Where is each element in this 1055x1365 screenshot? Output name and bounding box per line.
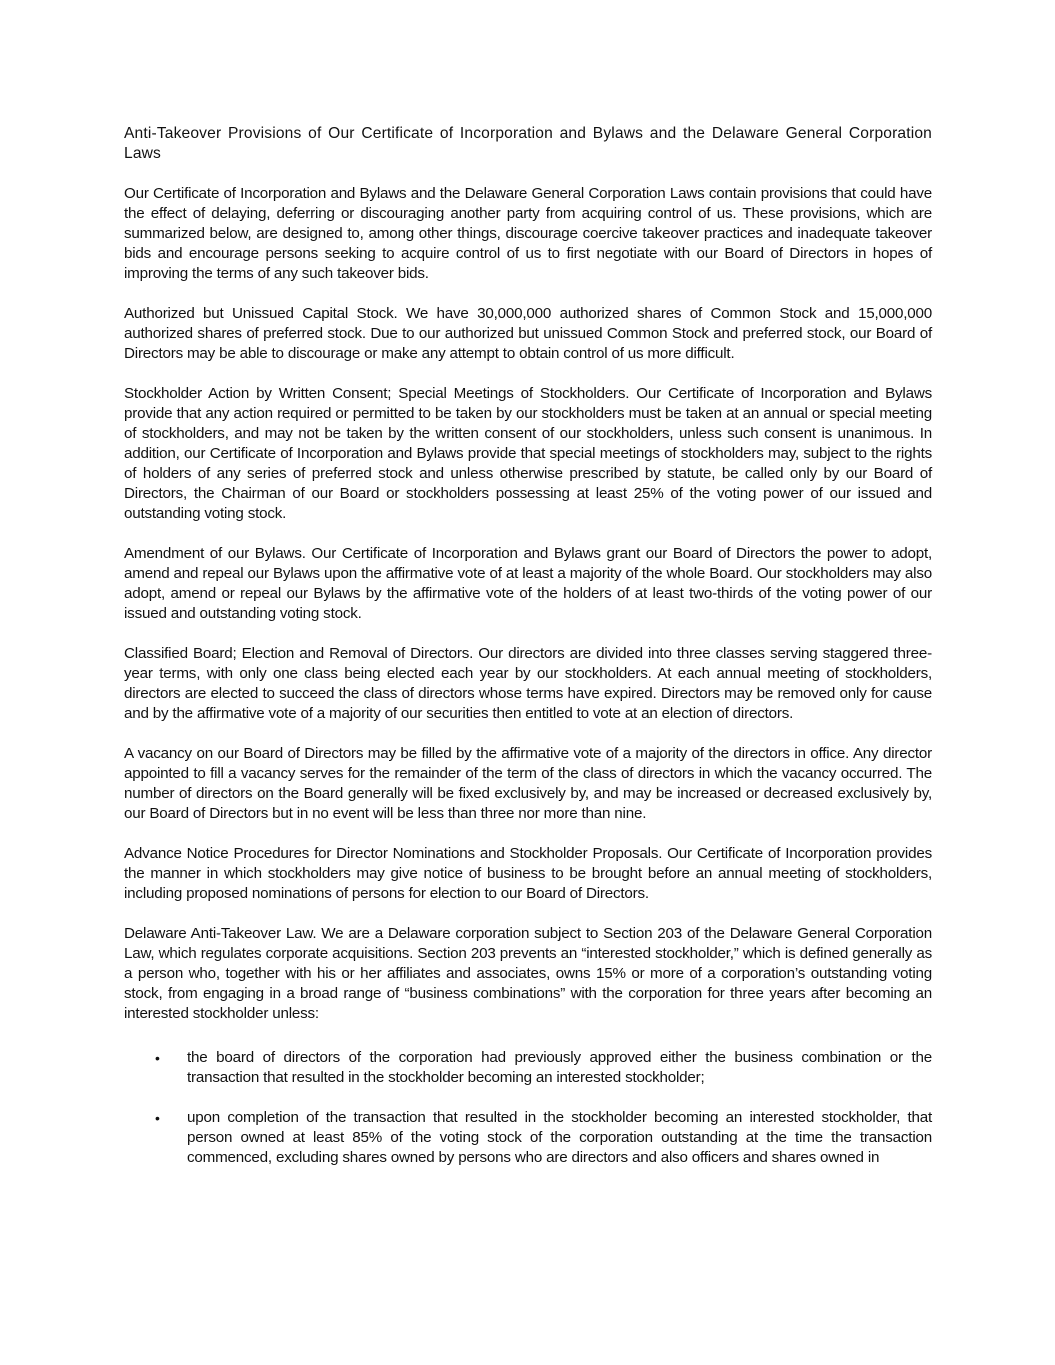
bullet-icon: • bbox=[155, 1050, 160, 1066]
list-item bbox=[124, 1108, 932, 1168]
classified-board-paragraph: Classified Board; Election and Removal of Directors. Our directors are divided into three classes serving staggered three-year terms, with only one class being elected each year by our stockholders. At each annual meeting of stockholders, directors are elected to succeed the class of directors whose terms have expired. Directors may be removed only for cause and by the affirmative vote of a majority of our securities then entitled to vote at an election of directors. bbox=[124, 645, 932, 722]
written-consent-paragraph: Stockholder Action by Written Consent; Special Meetings of Stockholders. Our Certificate of Incorporation and Bylaws provide that any action required or permitted to be taken by our stockholders must be taken at an annual or special meeting of stockholders, and may not be taken by the written consent of our stockholders, unless such consent is unanimous. In addition, our Certificate of Incorporation and Bylaws provide that special meetings of stockholders may, subject to the rights of holders of any series of preferred stock and unless otherwise prescribed by statute, be called only by our Board of Directors, the Chairman of our Board or stockholders possessing at least 25% of the voting power of our issued and outstanding voting stock. bbox=[124, 385, 932, 522]
intro-paragraph: Our Certificate of Incorporation and Bylaws and the Delaware General Corporation Laws contain provisions that could have the effect of delaying, deferring or discouraging another party from acquiring control of us. These provisions, which are summarized below, are designed to, among other things, discourage coercive takeover practices and inadequate takeover bids and encourage persons seeking to acquire control of us to first negotiate with our Board of Directors in hopes of improving the terms of any such takeover bids. bbox=[124, 185, 932, 282]
document-page bbox=[124, 124, 932, 1188]
authorized-stock-paragraph: Authorized but Unissued Capital Stock. We have 30,000,000 authorized shares of Common Stock and 15,000,000 authorized shares of preferred stock. Due to our authorized but unissued Common Stock and preferred stock, our Board of Directors may be able to discourage or make any attempt to obtain control of us more difficult. bbox=[124, 305, 932, 362]
list-item-text: the board of directors of the corporation had previously approved either the business combination or the transaction that resulted in the stockholder becoming an interested stockholder; bbox=[187, 1049, 932, 1086]
advance-notice-paragraph: Advance Notice Procedures for Director Nominations and Stockholder Proposals. Our Certificate of Incorporation provides the manner in which stockholders may give notice of business to be brought before an annual meeting of stockholders, including proposed nominations of persons for election to our Board of Directors. bbox=[124, 845, 932, 902]
list-item-text: upon completion of the transaction that resulted in the stockholder becoming an interested stockholder, that person owned at least 85% of the voting stock of the corporation outstanding at the time the transaction commenced, excluding shares owned by persons who are directors and also officers and shares owned in bbox=[187, 1109, 932, 1166]
board-vacancy-paragraph: A vacancy on our Board of Directors may be filled by the affirmative vote of a majority of the directors in office. Any director appointed to fill a vacancy serves for the remainder of the term of the class of directors in which the vacancy occurred. The number of directors on the Board generally will be fixed exclusively by, and may be increased or decreased exclusively by, our Board of Directors but in no event will be less than three nor more than nine. bbox=[124, 745, 932, 822]
conditions-list bbox=[124, 1048, 932, 1168]
list-item bbox=[124, 1048, 932, 1088]
delaware-law-paragraph: Delaware Anti-Takeover Law. We are a Delaware corporation subject to Section 203 of the Delaware General Corporation Law, which regulates corporate acquisitions. Section 203 prevents an “interested stockholder,” which is defined generally as a person who, together with his or her affiliates and associates, owns 15% or more of a corporation’s outstanding voting stock, from engaging in a broad range of “business combinations” with the corporation for three years after becoming an interested stockholder unless: bbox=[124, 925, 932, 1022]
bullet-icon: • bbox=[155, 1110, 160, 1126]
bylaws-amendment-paragraph: Amendment of our Bylaws. Our Certificate of Incorporation and Bylaws grant our Board of Directors the power to adopt, amend and repeal our Bylaws upon the affirmative vote of at least a majority of the whole Board. Our stockholders may also adopt, amend or repeal our Bylaws by the affirmative vote of the holders of at least two-thirds of the voting power of our issued and outstanding voting stock. bbox=[124, 545, 932, 622]
document-heading: Anti-Takeover Provisions of Our Certificate of Incorporation and Bylaws and the Delaware General Corporation Laws bbox=[124, 125, 932, 162]
